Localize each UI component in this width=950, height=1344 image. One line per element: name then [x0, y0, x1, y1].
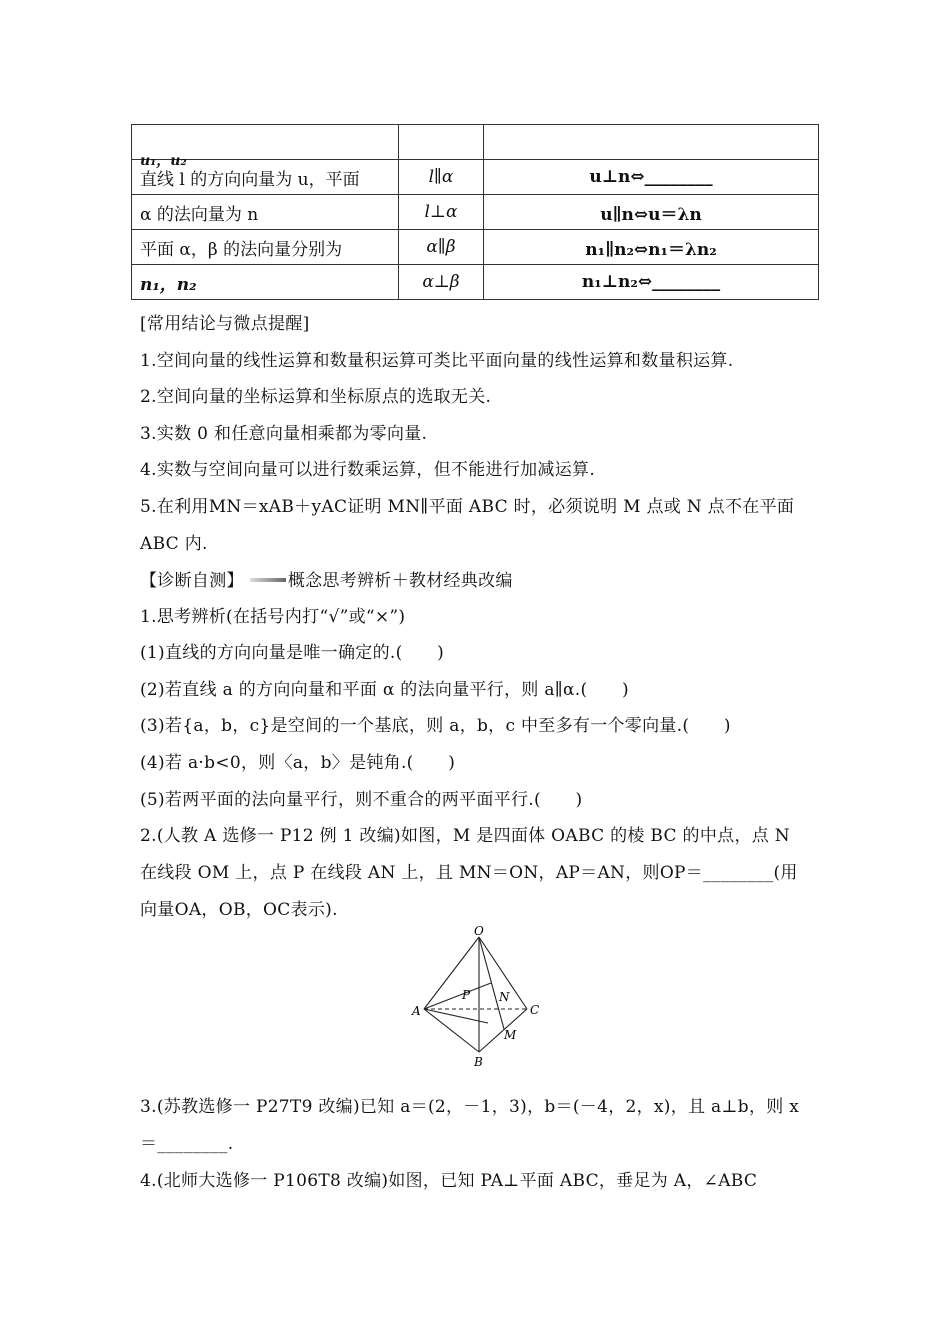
question-4-line: 4.(北师大选修一 P106T8 改编)如图，已知 PA⊥平面 ABC，垂足为 A，∠ABC — [140, 1171, 758, 1191]
relation-perpendicular-cell: l⊥α — [399, 195, 484, 230]
notes-heading: [常用结论与微点提醒] — [140, 314, 310, 334]
relation-parallel-cell: l∥α — [399, 160, 484, 195]
diagnosis-heading: 【诊断自测】 — [140, 571, 244, 591]
label-n: N — [499, 990, 510, 1004]
relation-parallel-cell: α∥β — [399, 230, 484, 265]
question-2-line: 2.(人教 A 选修一 P12 例 1 改编)如图，M 是四面体 OABC 的棱 BC 的中点，点 N — [140, 826, 790, 846]
condition-cell: u⊥n⇔________ — [484, 160, 819, 195]
arrow-icon — [250, 578, 286, 582]
question-1-title: 1.思考辨析(在括号内打“√”或“×”) — [140, 607, 406, 627]
table-row — [132, 125, 819, 160]
line-direction-cell: 直线 l 的方向向量为 u，平面 — [132, 160, 399, 195]
note-item: 3.实数 0 和任意向量相乘都为零向量. — [140, 424, 428, 444]
diagnosis-subtitle: 概念思考辨析＋教材经典改编 — [287, 571, 513, 591]
note-item: 2.空间向量的坐标运算和坐标原点的选取无关. — [140, 387, 492, 407]
judge-item: (4)若 a·b<0，则〈a，b〉是钝角.( ) — [140, 753, 456, 773]
note-item: 5.在利用MN＝xAB＋yAC证明 MN∥平面 ABC 时，必须说明 M 点或 N 点不在平面 — [140, 497, 795, 517]
vector-relations-table — [131, 124, 819, 300]
label-a: A — [412, 1004, 421, 1018]
label-c: C — [530, 1003, 540, 1017]
normals-name-cell: n₁，n₂ — [132, 265, 399, 300]
label-p: P — [462, 988, 471, 1002]
table-row — [132, 230, 819, 265]
condition-cell: u∥n⇔u＝λn — [484, 195, 819, 230]
judge-item: (5)若两平面的法向量平行，则不重合的两平面平行.( ) — [140, 790, 583, 810]
judge-item: (2)若直线 a 的方向向量和平面 α 的法向量平行，则 a∥α.( ) — [140, 680, 629, 700]
condition-cell: n₁⊥n₂⇔________ — [484, 265, 819, 300]
relation-perpendicular-cell: α⊥β — [399, 265, 484, 300]
question-3-line: ＝________. — [140, 1134, 234, 1154]
table-row — [132, 160, 819, 195]
question-2-line: 在线段 OM 上，点 P 在线段 AN 上，且 MN＝ON，AP＝AN，则OP＝________(用 — [140, 863, 798, 883]
table-cell — [399, 125, 484, 160]
condition-cell: n₁∥n₂⇔n₁＝λn₂ — [484, 230, 819, 265]
table-row — [132, 265, 819, 300]
judge-item: (1)直线的方向向量是唯一确定的.( ) — [140, 643, 445, 663]
label-m: M — [504, 1028, 517, 1042]
note-item: ABC 内. — [140, 534, 208, 554]
table-row — [132, 195, 819, 230]
label-o: O — [474, 925, 484, 938]
plane-normals-cell: 平面 α，β 的法向量分别为 — [132, 230, 399, 265]
plane-normal-cell: α 的法向量为 n — [132, 195, 399, 230]
table-header-fragment: u₁，u₂ — [140, 153, 187, 169]
tetrahedron-figure — [400, 925, 560, 1070]
table-cell — [484, 125, 819, 160]
judge-item: (3)若{a，b，c}是空间的一个基底，则 a，b，c 中至多有一个零向量.( ) — [140, 716, 731, 736]
label-b: B — [474, 1055, 483, 1069]
question-3-line: 3.(苏教选修一 P27T9 改编)已知 a＝(2，－1，3)，b＝(－4，2，x)，且 a⊥b，则 x — [140, 1097, 800, 1117]
question-2-line: 向量OA，OB，OC表示). — [140, 900, 338, 920]
note-item: 4.实数与空间向量可以进行数乘运算，但不能进行加减运算. — [140, 460, 596, 480]
diagnosis-header — [140, 566, 513, 591]
note-item: 1.空间向量的线性运算和数量积运算可类比平面向量的线性运算和数量积运算. — [140, 351, 734, 371]
